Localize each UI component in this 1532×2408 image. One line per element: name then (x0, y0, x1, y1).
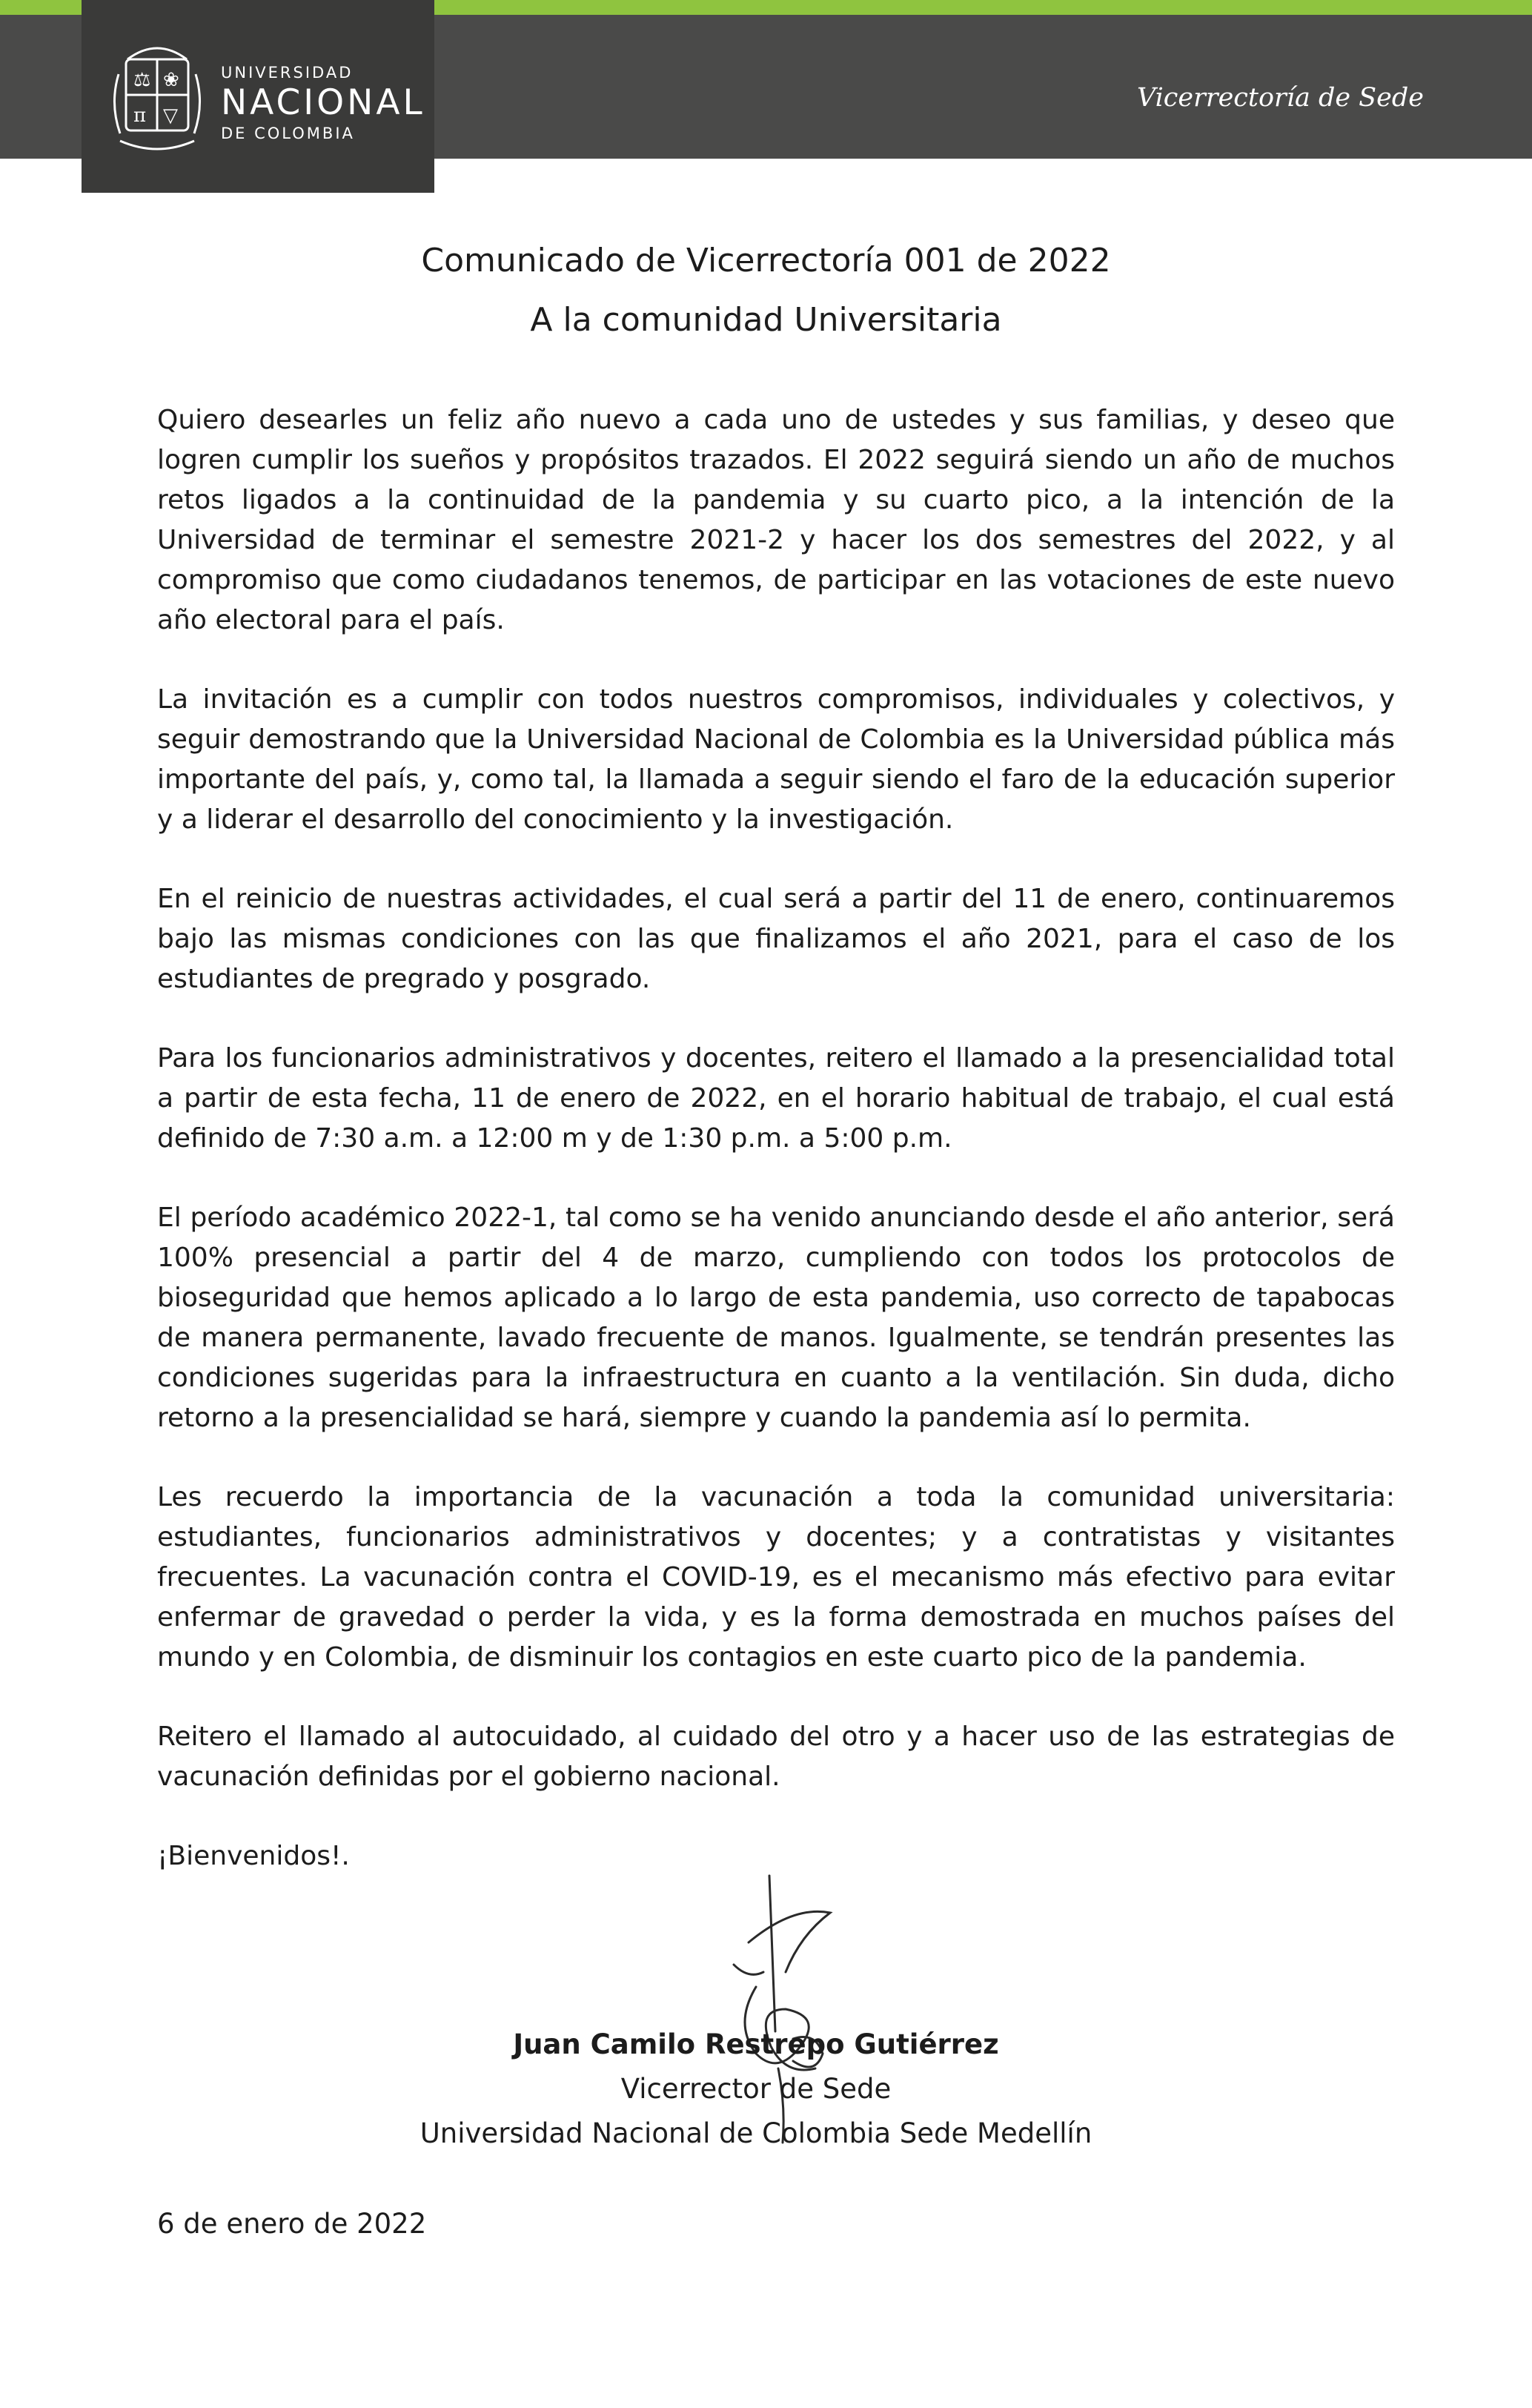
office-name: Vicerrectoría de Sede (1136, 83, 1424, 113)
svg-text:❀: ❀ (163, 69, 179, 91)
paragraph-6: Les recuerdo la importancia de la vacunación a toda la comunidad universitaria: estudiantes, funcionarios administrativos y docentes; y a contratistas y visitantes frecuentes. La vacunación contra el COVID-19, es el mecanismo más efectivo para evitar enfermar de gravedad o perder la vida, y es la forma demostrada en muchos países del mundo y en Colombia, de disminuir los contagios en este cuarto pico de la pandemia. (157, 1482, 1395, 1673)
svg-text:⚖: ⚖ (133, 69, 151, 91)
logo-text (221, 62, 425, 144)
paragraph-4: Para los funcionarios administrativos y docentes, reitero el llamado a la presencialidad total a partir de esta fecha, 11 de enero de 2022, en el horario habitual de trabajo, el cual está definido de 7:30 a.m. a 12:00 m y de 1:30 p.m. a 5:00 p.m. (157, 1043, 1395, 1154)
signer-role: Vicerrector de Sede (620, 2073, 892, 2105)
logo-line-universidad: UNIVERSIDAD (221, 64, 354, 82)
paragraph-1: Quiero desearles un feliz año nuevo a cada uno de ustedes y sus familias, y deseo que logren cumplir los sueños y propósitos trazados. El 2022 seguirá siendo un año de muchos retos ligados a la continuidad de la pandemia y su cuarto pico, a la intención de la Universidad de terminar el semestre 2021-2 y hacer los dos semestres del 2022, y al compromiso que como ciudadanos tenemos, de participar en las votaciones de este nuevo año electoral para el país. (157, 405, 1395, 635)
paragraph-7: Reitero el llamado al autocuidado, al cuidado del otro y a hacer uso de las estrategias de vacunación definidas por el gobierno nacional. (157, 1721, 1395, 1792)
document-date: 6 de enero de 2022 (157, 2208, 427, 2240)
svg-text:▽: ▽ (163, 105, 178, 127)
title-line-1: Comunicado de Vicerrectoría 001 de 2022 (421, 242, 1111, 280)
paragraph-5: El período académico 2022-1, tal como se ha venido anunciando desde el año anterior, será 100% presencial a partir del 4 de marzo, cumpliendo con todos los protocolos de bioseguridad que hemos aplicado a lo largo de esta pandemia, uso correcto de tapabocas de manera permanente, lavado frecuente de manos. Igualmente, se tendrán presentes las condiciones sugeridas para la infraestructura en cuanto a la ventilación. Sin duda, dicho retorno a la presencialidad se hará, siempre y cuando la pandemia así lo permita. (157, 1203, 1395, 1433)
letter-body (157, 400, 1395, 1916)
svg-text:π: π (133, 105, 147, 127)
closing-greeting: ¡Bienvenidos!. (157, 1841, 350, 1871)
university-seal-icon (105, 30, 209, 163)
title-line-2: A la comunidad Universitaria (530, 301, 1002, 339)
logo-line-nacional: NACIONAL (221, 82, 425, 123)
document-title (0, 231, 1532, 350)
signer-organization: Universidad Nacional de Colombia Sede Medellín (420, 2117, 1092, 2149)
signature-block (385, 2022, 1127, 2156)
logo-line-de-colombia: DE COLOMBIA (221, 125, 355, 142)
paragraph-2: La invitación es a cumplir con todos nuestros compromisos, individuales y colectivos, y seguir demostrando que la Universidad Nacional de Colombia es la Universidad pública más importante del país, y, como tal, la llamada a seguir siendo el faro de la educación superior y a liderar el desarrollo del conocimiento y la investigación. (157, 684, 1395, 835)
paragraph-3: En el reinicio de nuestras actividades, el cual será a partir del 11 de enero, continuaremos bajo las mismas condiciones con las que finalizamos el año 2021, para el caso de los estudiantes de pregrado y posgrado. (157, 884, 1395, 994)
university-logo (82, 0, 434, 193)
signer-name: Juan Camilo Restrepo Gutiérrez (513, 2028, 999, 2060)
